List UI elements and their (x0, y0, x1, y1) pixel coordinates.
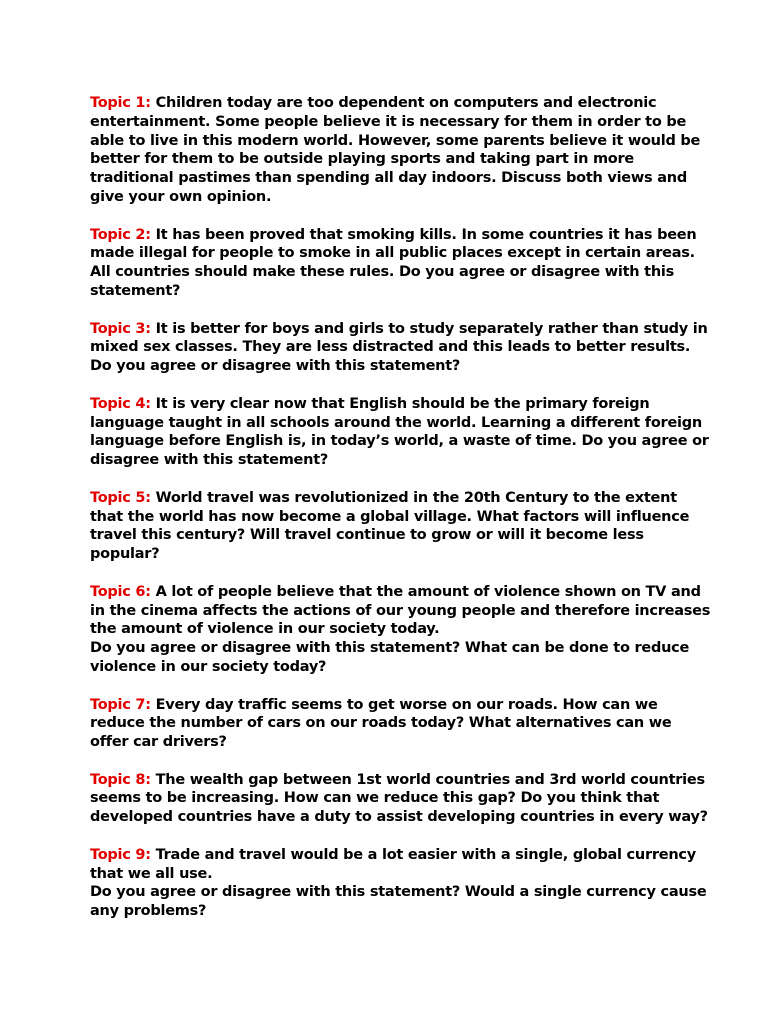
topic-line: in the cinema affects the actions of our young people and therefore increases (90, 602, 711, 619)
topic-line: language before English is, in today’s world, a waste of time. Do you agree or (90, 433, 709, 450)
topic-text: The wealth gap between 1st world countries and 3rd world countries (150, 771, 705, 788)
topic-label: Topic 2: (90, 226, 151, 243)
topic-line: traditional pastimes than spending all day indoors. Discuss both views and (90, 170, 687, 187)
topic-line: Do you agree or disagree with this statement? What can be done to reduce (90, 640, 690, 657)
topic-line (90, 395, 690, 414)
topic-line: offer car drivers? (90, 734, 227, 751)
topic-line: disagree with this statement? (90, 452, 329, 469)
topic-text: It has been proved that smoking kills. In some countries it has been (150, 226, 697, 243)
topic-7 (90, 696, 690, 752)
topic-label: Topic 8: (90, 771, 151, 788)
topic-line: violence in our society today? (90, 658, 327, 675)
topic-line (90, 771, 705, 790)
topic-line (90, 696, 690, 715)
topic-line: statement? (90, 282, 181, 299)
topic-line: entertainment. Some people believe it is necessary for them in order to be (90, 113, 687, 130)
topic-line: popular? (90, 546, 160, 563)
topic-1 (90, 94, 701, 207)
topic-line (90, 489, 690, 508)
topic-line: language taught in all schools around the world. Learning a different foreign (90, 414, 702, 431)
topic-label: Topic 7: (90, 696, 151, 713)
topic-text: Children today are too dependent on computers and electronic (150, 95, 657, 111)
topic-line: Do you agree or disagree with this statement? (90, 358, 461, 375)
topic-4 (90, 395, 709, 470)
topic-6 (90, 583, 711, 677)
topic-text: World travel was revolutionized in the 20th Century to the extent (150, 489, 677, 506)
topic-label: Topic 5: (90, 489, 151, 506)
topic-text: Every day traffic seems to get worse on our roads. How can we (150, 696, 658, 713)
topic-line: that the world has now become a global village. What factors will influence (90, 508, 690, 525)
topic-line: mixed sex classes. They are less distracted and this leads to better results. (90, 339, 691, 356)
topic-label: Topic 3: (90, 320, 151, 337)
topic-text: It is better for boys and girls to study separately rather than study in (150, 320, 708, 337)
topic-label: Topic 4: (90, 395, 151, 412)
topic-line: able to live in this modern world. However, some parents believe it would be (90, 132, 701, 149)
topic-text: It is very clear now that English should be the primary foreign (150, 395, 650, 412)
topic-line: reduce the number of cars on our roads today? What alternatives can we (90, 715, 672, 732)
topic-line (90, 320, 708, 339)
topic-8 (90, 771, 708, 827)
topic-line: give your own opinion. (90, 188, 272, 205)
topic-line (90, 846, 696, 865)
topic-line (90, 226, 697, 245)
topic-text: Trade and travel would be a lot easier with a single, global currency (150, 846, 696, 863)
topic-9 (90, 846, 707, 921)
topic-line: Do you agree or disagree with this statement? Would a single currency cause (90, 884, 707, 901)
topic-line: that we all use. (90, 865, 213, 882)
topic-label: Topic 9: (90, 846, 151, 863)
topic-line: All countries should make these rules. Do you agree or disagree with this (90, 264, 675, 281)
topic-line: any problems? (90, 903, 207, 920)
topic-line: made illegal for people to smoke in all public places except in certain areas. (90, 245, 695, 262)
topic-text: A lot of people believe that the amount of violence shown on TV and (150, 583, 701, 600)
document-page (90, 94, 711, 940)
topic-line: developed countries have a duty to assist developing countries in every way? (90, 809, 708, 826)
topic-line: travel this century? Will travel continue to grow or will it become less (90, 527, 644, 544)
topic-line: the amount of violence in our society today. (90, 621, 440, 638)
topic-line: better for them to be outside playing sports and taking part in more (90, 151, 635, 168)
topic-label: Topic 1: (90, 95, 151, 111)
topic-2 (90, 226, 697, 301)
topic-5 (90, 489, 690, 564)
topic-label: Topic 6: (90, 583, 151, 600)
topic-line (90, 583, 701, 602)
topic-3 (90, 320, 708, 376)
topic-line (90, 94, 690, 113)
topic-line: seems to be increasing. How can we reduce this gap? Do you think that (90, 790, 660, 807)
